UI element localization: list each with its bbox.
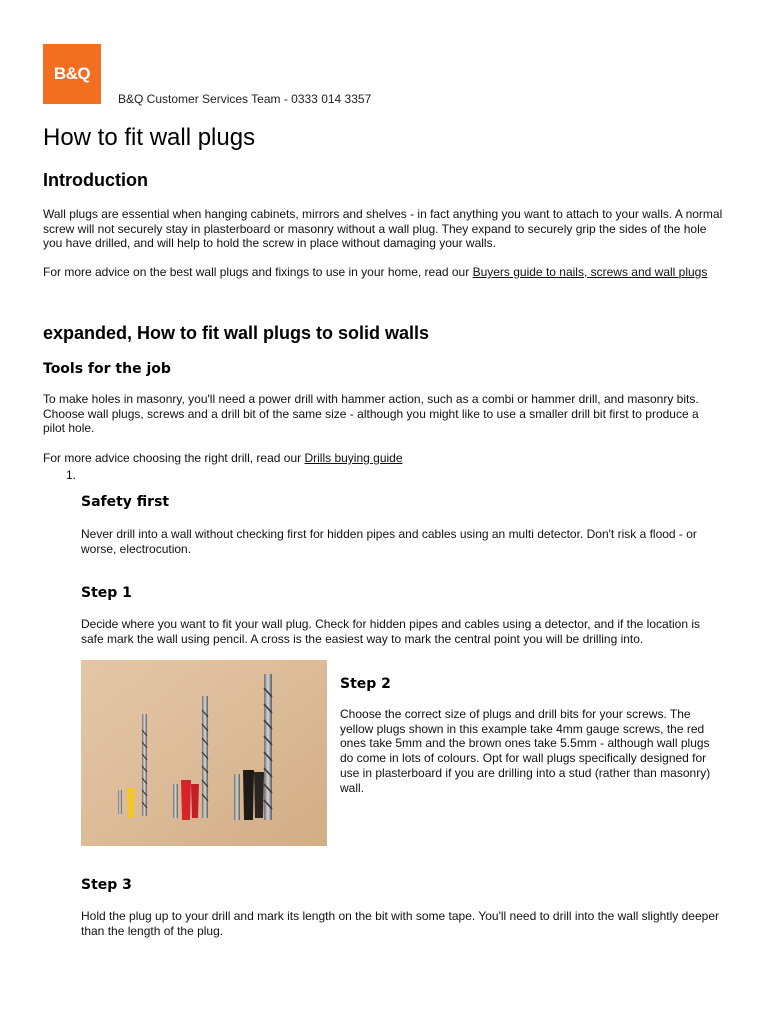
wall-plugs-photo	[81, 660, 327, 846]
bq-logo[interactable]	[43, 44, 101, 104]
step2-heading: Step 2	[340, 676, 391, 692]
customer-services-line	[118, 92, 371, 106]
step2-text: Choose the correct size of plugs and drill bits for your screws. The yellow plugs shown in this example take 4mm gauge screws, the red ones take 5mm and the brown ones take 5.5mm - although wall plugs do come in lots of colours. Opt for wall plugs specifically designed for use in plasterboard if you are drilling into a stud (rather than masonry) wall.	[340, 707, 711, 795]
contact-text: B&Q Customer Services Team - 0333 014 3357	[118, 92, 372, 106]
step1-text: Decide where you want to fit your wall plug. Check for hidden pipes and cables using a detector, and if the location is safe mark the wall using pencil. A cross is the easiest way to mark the central point you will be drilling into.	[81, 617, 701, 646]
page-title: How to fit wall plugs	[43, 124, 256, 151]
logo-text: B&Q	[53, 64, 91, 83]
intro-heading: Introduction	[43, 170, 148, 190]
safety-text: Never drill into a wall without checking first for hidden pipes and cables using an multi detector. Don't risk a flood - or worse, electrocution.	[81, 527, 697, 556]
step1-heading: Step 1	[81, 585, 132, 601]
drills-advice	[43, 451, 723, 466]
advice-prefix: For more advice on the best wall plugs and fixings to use in your home, read our	[43, 265, 473, 279]
drill-prefix: For more advice choosing the right drill, read our	[43, 451, 305, 465]
step3-text: Hold the plug up to your drill and mark its length on the bit with some tape. You'll need to drill into the wall slightly deeper than the length of the plug.	[81, 909, 719, 938]
safety-heading: Safety first	[81, 494, 170, 510]
list-number: 1.	[66, 468, 77, 482]
step3-heading: Step 3	[81, 877, 132, 893]
section-heading: expanded, How to fit wall plugs to solid walls	[43, 323, 430, 343]
drills-guide-link[interactable]: Drills buying guide	[304, 451, 403, 465]
buyers-guide-link[interactable]: Buyers guide to nails, screws and wall plugs	[472, 265, 708, 279]
intro-paragraph: Wall plugs are essential when hanging cabinets, mirrors and shelves - in fact anything you want to attach to your walls. A normal screw will not securely stay in plasterboard or masonry without a wall plug. They expand to securely grip the sides of the hole you have drilled, and will help to hold the screw in place without damaging your walls.	[43, 207, 723, 251]
buyers-guide-advice	[43, 265, 723, 280]
tools-paragraph: To make holes in masonry, you'll need a power drill with hammer action, such as a combi or hammer drill, and masonry bits. Choose wall plugs, screws and a drill bit of the same size - although you might like to use a smaller drill bit first to produce a pilot hole.	[43, 392, 699, 436]
tools-heading: Tools for the job	[43, 361, 171, 377]
